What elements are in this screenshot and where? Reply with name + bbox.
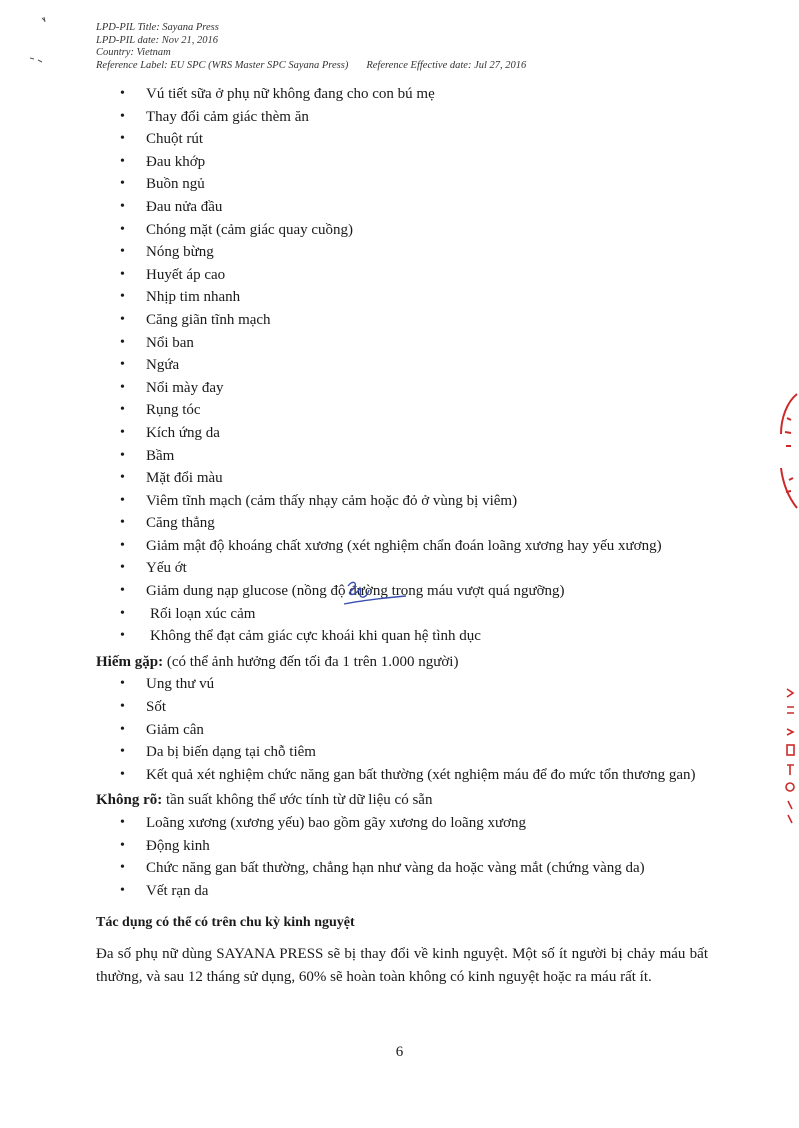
list-item: • Nổi mày đay — [96, 377, 708, 400]
list-item: • Chức năng gan bất thường, chẳng hạn như vàng da hoặc vàng mắt (chứng vàng da) — [96, 857, 708, 880]
rare-side-effects-list — [96, 673, 708, 786]
unknown-side-effects-list — [96, 812, 708, 902]
stamp-mark-icon — [783, 685, 799, 825]
menstrual-heading: Tác dụng có thể có trên chu kỳ kinh nguyệt — [96, 915, 355, 931]
list-item: • Ngứa — [96, 354, 708, 377]
header-reference-effective: Reference Effective date: Jul 27, 2016 — [366, 59, 527, 71]
handwritten-initials — [340, 578, 410, 608]
unknown-description: tần suất không thể ước tính từ dữ liệu có sẵn — [162, 792, 433, 809]
list-item: • Thay đổi cảm giác thèm ăn — [96, 106, 708, 129]
list-item: • Huyết áp cao — [96, 264, 708, 287]
list-item: • Vú tiết sữa ở phụ nữ không đang cho con bú mẹ — [96, 83, 708, 106]
header-title: LPD-PIL Title: Sayana Press — [96, 22, 219, 33]
list-item: • Chuột rút — [96, 128, 708, 151]
list-item: • Kích ứng da — [96, 422, 708, 445]
header-date: LPD-PIL date: Nov 21, 2016 — [96, 34, 219, 46]
list-item: • Căng giãn tĩnh mạch — [96, 309, 708, 332]
list-item: • Giảm mật độ khoáng chất xương (xét nghiệm chẩn đoán loãng xương hay yếu xương) — [96, 535, 708, 558]
menstrual-paragraph: Đa số phụ nữ dùng SAYANA PRESS sẽ bị thay đổi về kinh nguyệt. Một số ít người bị chảy máu bất thường, và sau 12 tháng sử dụng, 60% sẽ hoàn toàn không có kinh nguyệt hoặc ra máu rất ít. — [96, 945, 708, 985]
list-item: • Buồn ngủ — [96, 173, 708, 196]
list-item: • Đau khớp — [96, 151, 708, 174]
list-item: • Không thể đạt cảm giác cực khoái khi quan hệ tình dục — [96, 625, 708, 648]
list-item: • Da bị biến dạng tại chỗ tiêm — [96, 741, 708, 764]
header-country: Country: Vietnam — [96, 47, 171, 58]
rare-section-heading — [96, 651, 708, 674]
header-reference-label: Reference Label: EU SPC (WRS Master SPC Sayana Press) — [96, 59, 349, 71]
rare-description: (có thể ảnh hưởng đến tối đa 1 trên 1.000 người) — [163, 653, 459, 670]
list-item: • Giảm dung nạp glucose (nồng độ đường trong máu vượt quá ngưỡng) — [96, 580, 708, 603]
list-item: • Rụng tóc — [96, 399, 708, 422]
list-item: • Căng thẳng — [96, 512, 708, 535]
list-item: • Bầm — [96, 445, 708, 468]
unknown-section-heading — [96, 789, 708, 812]
list-item: • Yếu ớt — [96, 557, 708, 580]
list-item: • Rối loạn xúc cảm — [96, 603, 708, 626]
common-side-effects-list — [96, 83, 708, 648]
list-item: • Nhịp tim nhanh — [96, 286, 708, 309]
list-item: • Ung thư vú — [96, 673, 708, 696]
unknown-label: Không rõ: — [96, 792, 163, 809]
list-item: • Kết quả xét nghiệm chức năng gan bất thường (xét nghiệm máu để đo mức tổn thương gan) — [96, 764, 708, 787]
list-item: • Nổi ban — [96, 332, 708, 355]
list-item: • Giảm cân — [96, 719, 708, 742]
rare-label: Hiếm gặp: — [96, 653, 164, 670]
scan-marks — [30, 14, 54, 74]
header-reference — [96, 60, 526, 73]
list-item: • Vết rạn da — [96, 880, 708, 903]
document-body — [96, 83, 708, 989]
document-header — [96, 22, 526, 72]
list-item: • Chóng mặt (cảm giác quay cuồng) — [96, 219, 708, 242]
list-item: • Loãng xương (xương yếu) bao gồm gãy xương do loãng xương — [96, 812, 708, 835]
list-item: • Động kinh — [96, 835, 708, 858]
list-item: • Sốt — [96, 696, 708, 719]
list-item: • Viêm tĩnh mạch (cảm thấy nhạy cảm hoặc đỏ ở vùng bị viêm) — [96, 490, 708, 513]
page-number: 6 — [395, 1044, 404, 1060]
stamp-mark-icon — [777, 388, 799, 518]
list-item: • Đau nửa đầu — [96, 196, 708, 219]
list-item: • Mặt đổi màu — [96, 467, 708, 490]
list-item: • Nóng bừng — [96, 241, 708, 264]
